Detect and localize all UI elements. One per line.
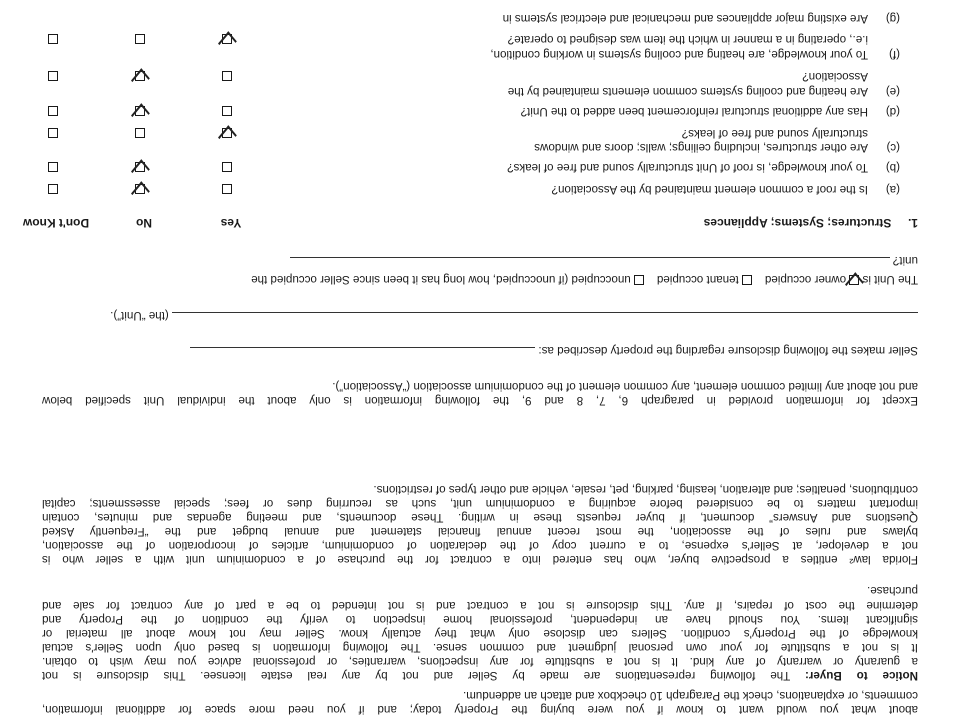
section-1-header (22, 214, 918, 230)
unoccupied-duration-field[interactable] (290, 257, 890, 258)
question-row-a (42, 182, 918, 196)
column-dont-know: Don't Know (22, 216, 90, 230)
question-text: structurally sound and free of leaks? (681, 127, 868, 140)
notice-line: determine the cost of repairs, if any. This disclosure is not a contract and is not intended to be a part of any contract for sale and (42, 598, 918, 612)
notice-line: significant items. You should have an independent, professional home inspection to verify the condition of the Property and (42, 612, 918, 626)
no-checkbox[interactable] (135, 162, 145, 172)
notice-line: knowledge of the Property's condition. Sellers can disclose only what they actually know. Seller may not know about all material or (42, 626, 918, 640)
yes-checkbox[interactable] (222, 34, 232, 44)
question-row-g (42, 11, 918, 25)
notice-line: a guaranty or warranty of any kind. It is not a substitute for any inspections, warranties, or professional advice you may wish to obtain. (42, 654, 918, 668)
question-text: Is the roof a common element maintained by the Association? (551, 183, 868, 196)
section-title: Structures; Systems; Appliances (703, 216, 892, 230)
question-row-b (42, 160, 918, 174)
dont-know-checkbox[interactable] (48, 34, 58, 44)
property-description-field[interactable] (190, 347, 535, 348)
notice-line-0-text: The following representations are made by Seller and not by any real estate licensee. This disclosure is not (42, 669, 805, 682)
question-label: (g) (885, 12, 900, 25)
no-checkbox[interactable] (135, 71, 145, 81)
question-row-c-cont (42, 126, 918, 140)
question-text: To your knowledge, are heating and cooling systems in working condition, (490, 48, 868, 61)
yes-checkbox[interactable] (222, 128, 232, 138)
no-checkbox[interactable] (135, 128, 145, 138)
no-checkbox[interactable] (135, 184, 145, 194)
question-row-d (42, 104, 918, 118)
question-text: Are other structures, including ceilings; walls; doors and windows (534, 141, 868, 154)
unit-suffix: (the “Unit”). (110, 309, 169, 322)
dont-know-checkbox[interactable] (48, 162, 58, 172)
florida-law-paragraph (42, 481, 918, 566)
notice-line: It is not a substitute for your own personal judgment and common sense. The following information is based only upon Seller's actual (42, 640, 918, 654)
seller-disclosure-line (42, 343, 918, 357)
occupancy-section (42, 253, 918, 286)
column-no: No (136, 216, 152, 230)
question-row-e-cont (42, 69, 918, 83)
tenant-occupied-label: tenant occupied (656, 273, 739, 286)
florida-line: Florida law² entitles a prospective buyer, who has entered into a contract for the purchase of a condominium unit with a seller who is (42, 553, 918, 566)
intro-continuation (42, 688, 918, 716)
notice-label: Notice to Buyer: (805, 669, 918, 682)
no-checkbox[interactable] (135, 34, 145, 44)
question-label: (c) (886, 141, 900, 154)
question-label: (d) (885, 105, 900, 118)
question-text: Association? (802, 70, 868, 83)
dont-know-checkbox[interactable] (48, 106, 58, 116)
question-text: To your knowledge, is roof of Unit structurally sound and free of leaks? (507, 161, 868, 174)
yes-checkbox[interactable] (222, 106, 232, 116)
florida-line: not a developer, at Seller's expense, to a current copy of the declaration of condominium, articles of incorporation of the association, (42, 538, 918, 552)
florida-line: Questions and Answers” document, if buyer requests these in writing. These documents, and meeting agendas and minutes, contain (42, 510, 918, 524)
yes-checkbox[interactable] (222, 162, 232, 172)
owner-occupied-label: owner occupied (764, 273, 847, 286)
question-row-f-cont (42, 32, 918, 46)
question-label: (b) (885, 161, 900, 174)
question-row-f (42, 47, 918, 61)
dont-know-checkbox[interactable] (48, 71, 58, 81)
question-label: (e) (885, 85, 900, 98)
question-row-c (42, 140, 918, 154)
question-text: Are existing major appliances and mechanical and electrical systems in (502, 12, 868, 25)
except-paragraph (42, 379, 918, 407)
dont-know-checkbox[interactable] (48, 184, 58, 194)
owner-occupied-checkbox[interactable] (849, 275, 859, 285)
question-label: (a) (885, 183, 900, 196)
unit-line (42, 308, 918, 322)
no-checkbox[interactable] (135, 106, 145, 116)
notice-last-line: purchase. (867, 584, 918, 598)
tenant-occupied-checkbox[interactable] (742, 275, 752, 285)
notice-line-0 (42, 668, 918, 682)
column-yes: Yes (220, 216, 242, 230)
except-line-2: and not about any limited common element, any common element of the condominium association (“Association”). (332, 379, 918, 393)
question-text: Are heating and cooling systems common elements maintained by the (507, 85, 868, 98)
question-text: i.e., operating in a manner in which the item was designed to operate? (507, 33, 868, 46)
florida-line: bylaws and rules of the association, the most recent annual financial statement and annual budget and the “Frequently Asked (42, 524, 918, 538)
yes-checkbox[interactable] (222, 71, 232, 81)
unit-question: unit? (892, 253, 918, 267)
occupancy-prefix: The Unit is (862, 273, 918, 286)
dont-know-checkbox[interactable] (48, 128, 58, 138)
unoccupied-label: unoccupied (if unoccupied, how long has it been since Seller occupied the (251, 273, 631, 286)
intro-line-1: about what you would want to know if you were buying the Property today; and if you need more space for additional information, (42, 703, 918, 716)
seller-line-text: Seller makes the following disclosure regarding the property described as: (538, 344, 918, 357)
notice-to-buyer (42, 583, 918, 682)
section-number: 1. (907, 216, 918, 230)
florida-last-line: contributions, penalties; and alteration, leasing, parking, pet, resale, vehicle and other types of restrictions. (373, 482, 918, 496)
intro-line-2: comments, or explanations, check the Paragraph 10 checkbox and attach an addendum. (462, 688, 918, 702)
unit-description-field[interactable] (172, 312, 918, 313)
florida-line: important matters to be considered before acquiring a condominium unit, such as recurring dues or fees; special assessments; capital (42, 496, 918, 510)
question-text: Has any additional structural reinforcement been added to the Unit? (520, 105, 868, 118)
yes-checkbox[interactable] (222, 184, 232, 194)
unoccupied-checkbox[interactable] (634, 275, 644, 285)
question-label: (f) (889, 48, 900, 61)
question-row-e (42, 84, 918, 98)
except-line-1: Except for information provided in paragraph 6, 7, 8 and 9, the following information is only about the individual Unit specified below (42, 394, 918, 407)
